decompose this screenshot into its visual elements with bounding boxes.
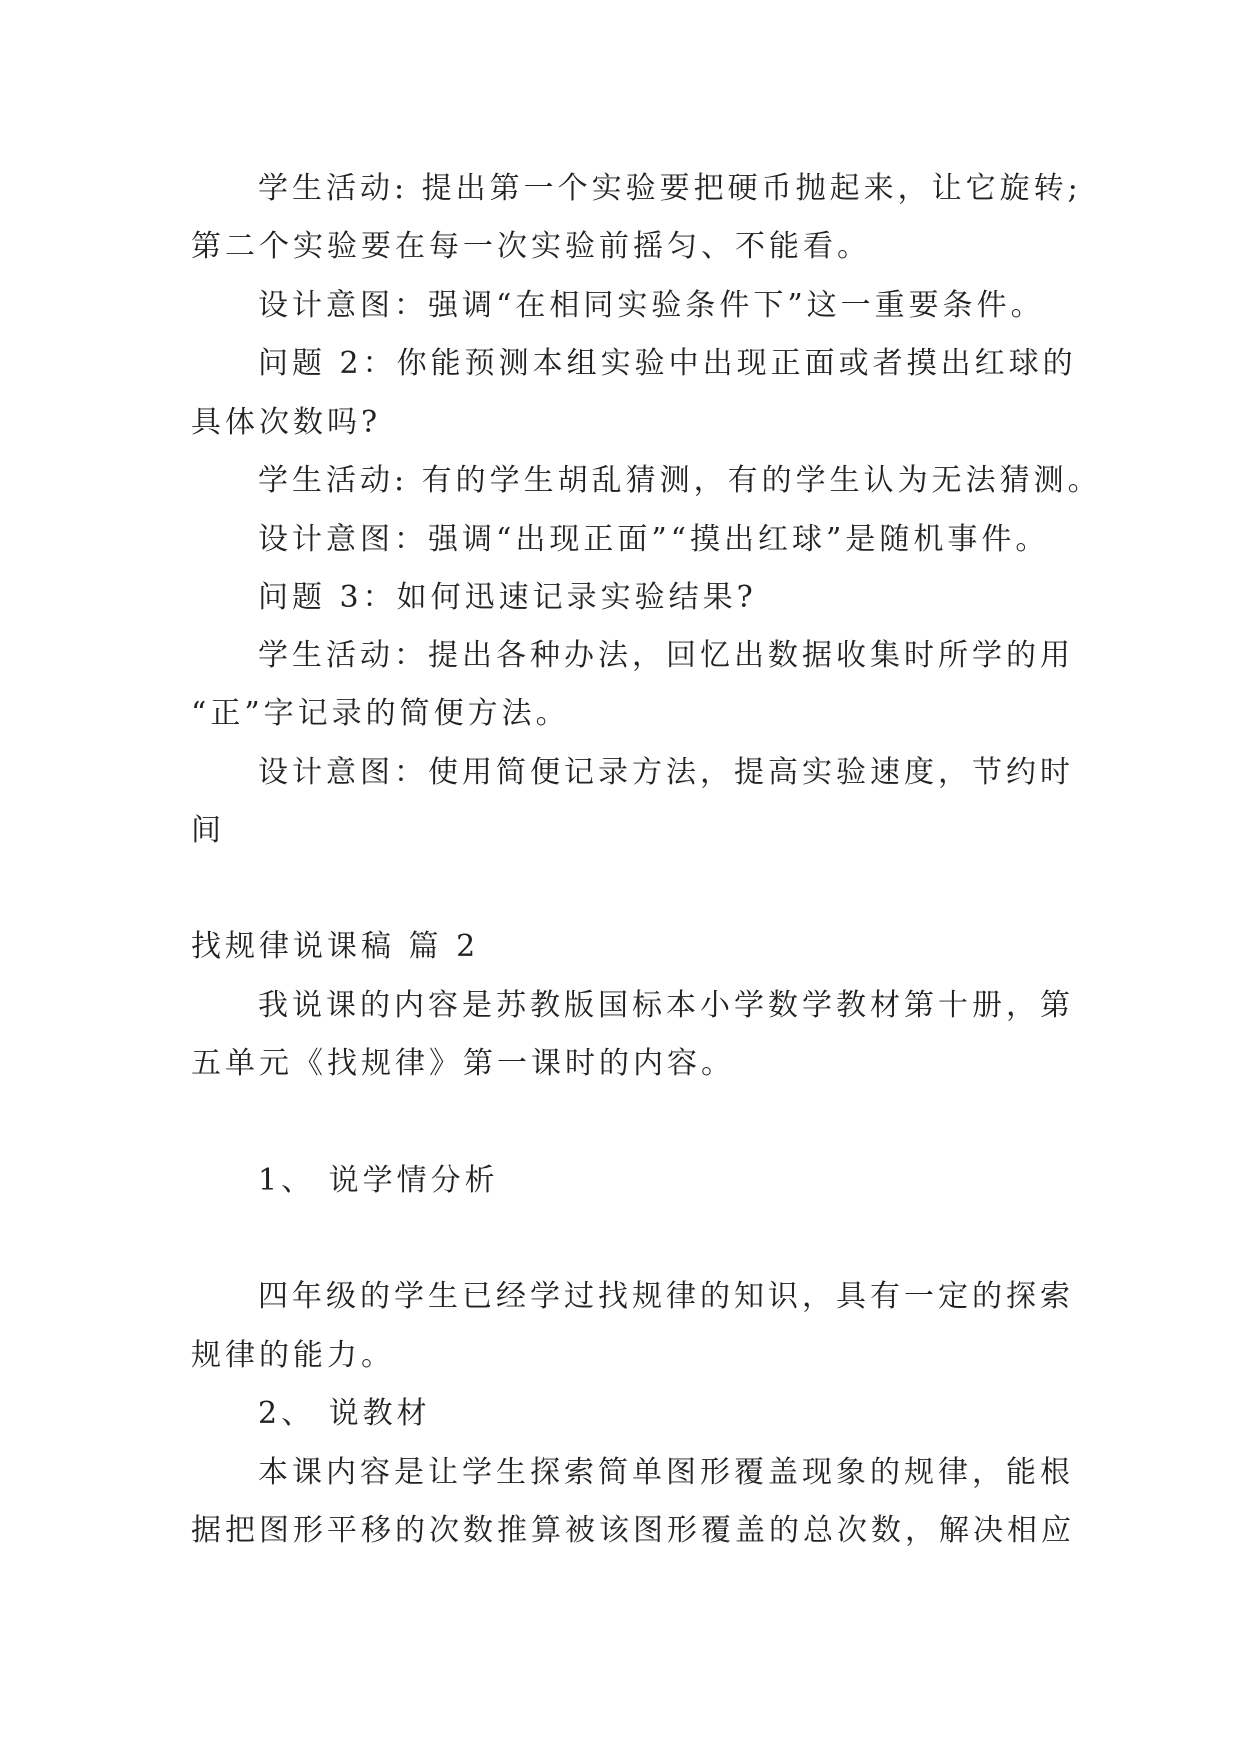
- paragraph-line: 学生活动: 有的学生胡乱猜测，有的学生认为无法猜测。: [258, 463, 1102, 498]
- paragraph-line: 规律的能力。: [191, 1338, 395, 1373]
- paragraph-line: 本课内容是让学生探索简单图形覆盖现象的规律，能根: [258, 1455, 1074, 1490]
- subsection-heading: 2、 说教材: [258, 1396, 431, 1431]
- subsection-heading: 1、 说学情分析: [258, 1163, 499, 1198]
- paragraph-line: 具体次数吗?: [191, 405, 382, 440]
- paragraph-line: 五单元《找规律》第一课时的内容。: [191, 1046, 735, 1081]
- paragraph-line: 设计意图：强调“出现正面”“摸出红球”是随机事件。: [258, 522, 1050, 557]
- paragraph-line: 设计意图：使用简便记录方法，提高实验速度，节约时: [258, 755, 1074, 790]
- paragraph-line: 据把图形平移的次数推算被该图形覆盖的总次数，解决相应: [191, 1513, 1075, 1548]
- paragraph-line: 四年级的学生已经学过找规律的知识，具有一定的探索: [258, 1279, 1074, 1314]
- paragraph-line: 间: [191, 813, 225, 848]
- paragraph-line: 学生活动: 提出第一个实验要把硬币抛起来，让它旋转;: [258, 171, 1082, 206]
- paragraph-line: 设计意图：强调“在相同实验条件下”这一重要条件。: [258, 288, 1045, 323]
- paragraph-line: 我说课的内容是苏教版国标本小学数学教材第十册，第: [258, 988, 1074, 1023]
- paragraph-line: “正”字记录的简便方法。: [191, 696, 570, 731]
- paragraph-line: 问题 3：如何迅速记录实验结果?: [258, 580, 757, 615]
- paragraph-line: 问题 2：你能预测本组实验中出现正面或者摸出红球的: [258, 346, 1077, 381]
- section-heading: 找规律说课稿 篇 2: [191, 929, 480, 964]
- paragraph-line: 学生活动：提出各种办法，回忆出数据收集时所学的用: [258, 638, 1074, 673]
- paragraph-line: 第二个实验要在每一次实验前摇匀、不能看。: [191, 229, 871, 264]
